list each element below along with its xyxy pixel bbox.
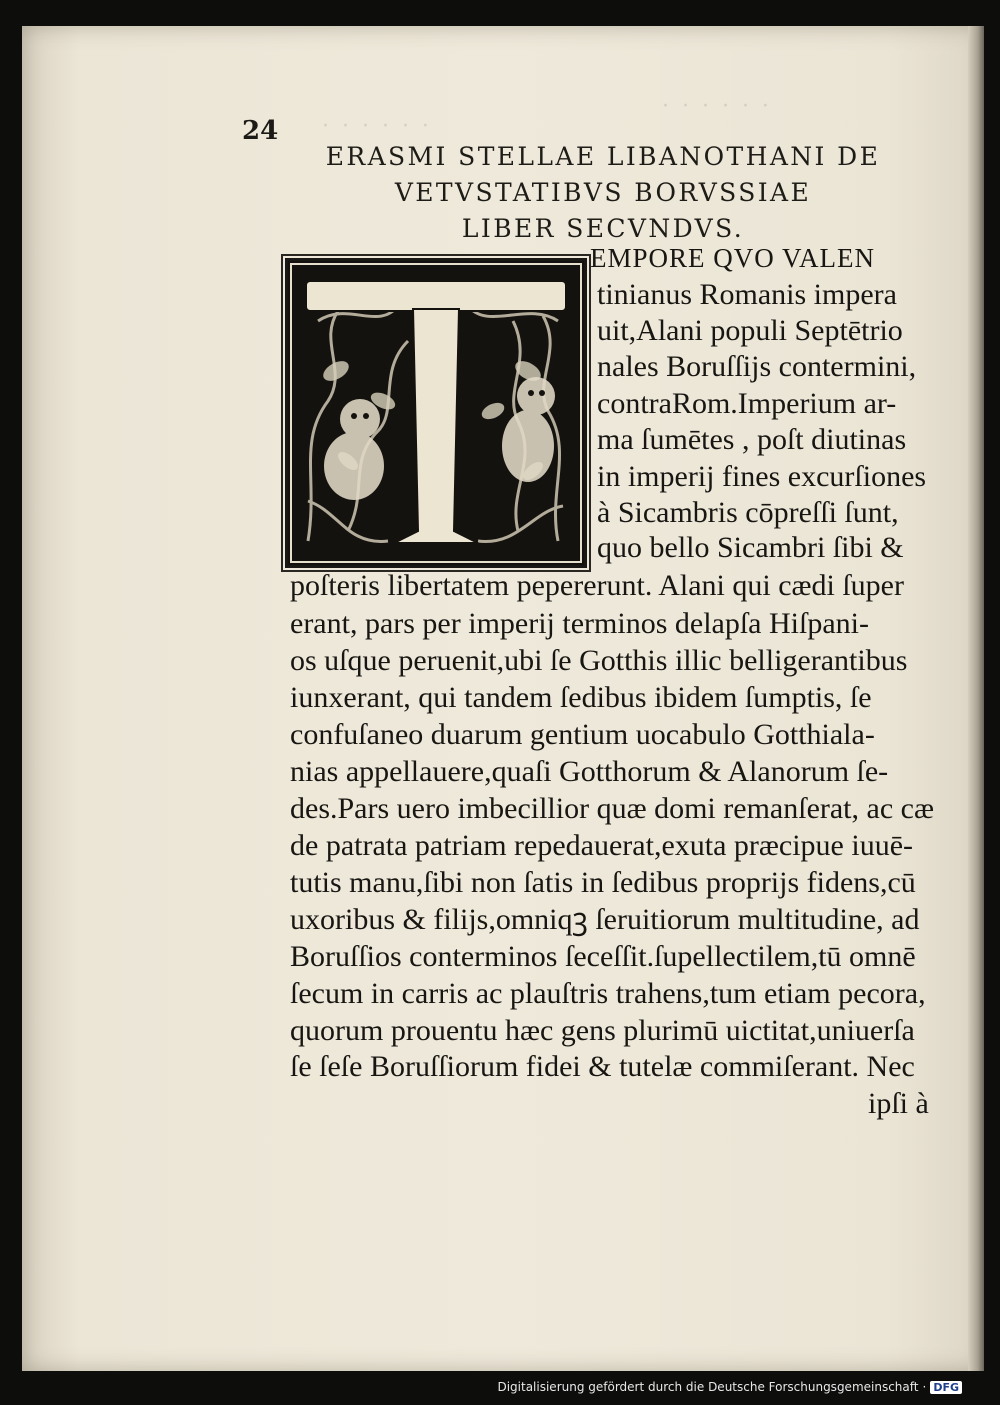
text-line: erant, pars per imperiј terminos delapſa Hiſpani- [290,607,869,640]
text-line: confuſaneo duarum gentium uocabulo Gotthiala- [290,718,875,751]
text-line: tutis manu,ſibi non ſatis in ſedibus propriјs fidens,cū [290,866,916,899]
text-line: Boruſſios conterminos ſeceſſit.ſupellectilem,tū omnē [290,940,916,973]
digitization-credit-text: Digitalisierung gefördert durch die Deutsche Forschungsgemeinschaft [497,1380,919,1394]
chapter-heading-line-1: ERASMI STELLAE LIBANOTHANI DE [325,142,881,171]
page-edge [968,26,984,1371]
catchword: ipſi à [868,1087,929,1120]
text-line: tinianus Romanis impera [597,278,897,311]
bleed-through-text: · · · · · · [322,114,432,139]
text-line: ſecum in carris ac plauſtris trahens,tum etiam pecora, [290,977,926,1010]
initial-woodcut-illustration [288,261,584,565]
text-line: des.Pars uero imbecillior quæ domi remanſerat, ac cæ [290,792,934,825]
text-line: uxoribus & filiјs,omniqꝫ ſeruitiorum multitudine, ad [290,903,920,936]
text-line: nias appellauere,quaſi Gotthorum & Alanorum ſe- [290,755,889,788]
chapter-heading-line-3: LIBER SECVNDVS. [461,214,745,243]
text-line: nales Boruſſiјs contermini, [597,350,917,383]
text-line: uit,Alani populi Septētrio [597,314,903,347]
text-line: os uſque peruenit,ubi ſe Gotthis illic belligerantibus [290,644,908,677]
text-line: de patrata patriam repedauerat,exuta præcipue iuuē- [290,829,914,862]
page-number: 24 [242,116,279,146]
text-line: contraRom.Imperium ar- [597,387,897,420]
dfg-logo: DFG [930,1381,962,1394]
text-line: poſteris libertatem pepererunt. Alani qui cædi ſuper [290,569,904,602]
text-line: iunxerant, qui tandem ſedibus ibidem ſumptis, ſe [290,681,872,714]
decorated-initial [285,258,587,568]
digitization-credit-bar: Digitalisierung gefördert durch die Deutsche Forschungsgemeinschaft · DFG [0,1373,1000,1401]
chapter-heading-line-2: VETVSTATIBVS BORVSSIAE [394,178,812,207]
text-line: ſe ſeſe Boruſſiorum fidei & tutelæ commiſerant. Nec [290,1050,915,1083]
text-line: quo bello Sicambri ſibi & [597,531,904,564]
text-line: quorum prouentu hæc gens plurimū uictitat,uniuerſa [290,1014,915,1047]
text-line: ma ſumētes , poſt diutinas [597,423,907,456]
bleed-through-text: · · · · · · [662,94,772,119]
text-line: in imperiј fines excurſiones [597,460,927,493]
text-line: EMPORE QVO VALEN [590,243,876,273]
text-line: à Sicambris cōpreſſi ſunt, [597,496,899,529]
